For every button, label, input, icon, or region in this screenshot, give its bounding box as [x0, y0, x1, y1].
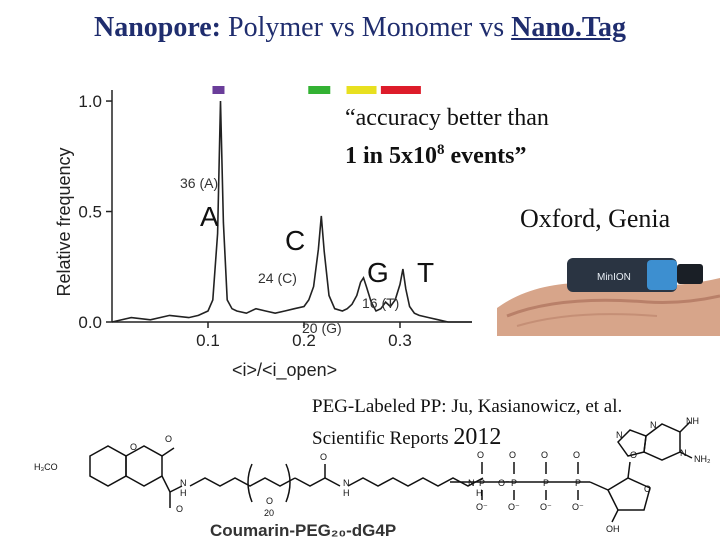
nucleotide-letter-a: A	[200, 201, 219, 232]
atom-label: N	[180, 478, 187, 488]
reference-year: 2012	[453, 424, 502, 450]
minion-device-photo	[497, 238, 720, 336]
reference-line-1: PEG-Labeled PP: Ju, Kasianowicz, et al.	[312, 396, 623, 417]
reference-journal: Scientific Reports	[312, 428, 454, 449]
peak-label-a: 36 (A)	[180, 175, 219, 191]
atom-label: P	[543, 478, 550, 488]
atom-label: O⁻	[540, 502, 552, 512]
y-axis-label: Relative frequency	[54, 147, 74, 297]
atom-label: N	[680, 448, 687, 458]
atom-label: O	[320, 452, 328, 462]
atom-label: OH	[606, 524, 620, 534]
quote-line-2	[345, 134, 605, 172]
company-names: Oxford, Genia	[520, 204, 671, 233]
nucleotide-letter-t: T	[417, 257, 435, 288]
atom-label: 20	[264, 508, 275, 518]
atom-label: N	[343, 478, 350, 488]
atom-label: O	[573, 450, 581, 460]
atom-label: O	[130, 442, 138, 452]
molecule-atom-labels	[34, 416, 711, 534]
accuracy-quote	[345, 102, 605, 172]
y-tick-label: 0.0	[78, 313, 102, 332]
atom-label: O⁻	[498, 478, 510, 488]
atom-label: N	[650, 420, 657, 430]
atom-label: H	[343, 488, 350, 498]
atom-label: P	[511, 478, 518, 488]
slide-title	[0, 12, 720, 44]
atom-label: O	[644, 484, 652, 494]
atom-label: O⁻	[572, 502, 584, 512]
atom-label: O	[477, 450, 485, 460]
x-tick-label: 0.2	[292, 331, 316, 350]
title-underlined-part: Nano.Tag	[511, 12, 627, 43]
peak-bar-a	[212, 86, 224, 94]
atom-label: H	[180, 488, 187, 498]
y-tick-label: 1.0	[78, 92, 102, 112]
atom-label: O	[509, 450, 517, 460]
device-label: MinION	[597, 272, 631, 283]
nucleotide-letter-g: G	[367, 257, 389, 288]
x-axis-label	[232, 360, 337, 381]
peak-label-c: 24 (C)	[258, 270, 297, 286]
atom-label: O	[266, 496, 274, 506]
atom-label: O⁻	[508, 502, 520, 512]
coumarin-peg-dg4p-structure	[30, 412, 720, 540]
atom-label: NH₂	[694, 454, 711, 464]
atom-label: O⁻	[476, 502, 488, 512]
quote-line-2-main: 1 in 5x10	[345, 143, 438, 169]
molecule-name: Coumarin-PEG₂₀-dG4P	[210, 521, 397, 540]
peak-bar-c	[308, 86, 330, 94]
atom-label: NH	[686, 416, 699, 426]
nucleotide-letter-c: C	[285, 225, 306, 256]
atom-label: O	[630, 450, 638, 460]
peak-bar-g	[347, 86, 377, 94]
atom-label: H₃CO	[34, 462, 58, 472]
atom-label: H	[476, 488, 483, 498]
atom-label: N	[616, 430, 623, 440]
quote-exponent: 8	[437, 142, 445, 158]
x-tick-label: 0.1	[196, 331, 220, 350]
peak-bar-t	[381, 86, 421, 94]
x-axis-label-text: <i>/<i_open>	[232, 360, 338, 380]
peak-label-g: 20 (G)	[302, 320, 342, 336]
atom-label: O	[165, 434, 173, 444]
atom-label: N	[468, 478, 475, 488]
atom-label: P	[575, 478, 582, 488]
peak-color-bars	[212, 86, 420, 94]
atom-label: O	[176, 504, 184, 514]
y-tick-label: 0.5	[78, 202, 102, 222]
title-bold-part: Nanopore:	[93, 12, 222, 43]
atom-label: O	[541, 450, 549, 460]
title-middle-part: Polymer vs Monomer vs	[221, 12, 512, 43]
x-tick-label: 0.3	[388, 331, 412, 350]
quote-line-2-end: events”	[444, 143, 527, 169]
peak-label-t: 16 (T)	[362, 295, 400, 311]
quote-line-1: “accuracy better than	[345, 105, 549, 131]
atom-label: P	[479, 478, 486, 488]
